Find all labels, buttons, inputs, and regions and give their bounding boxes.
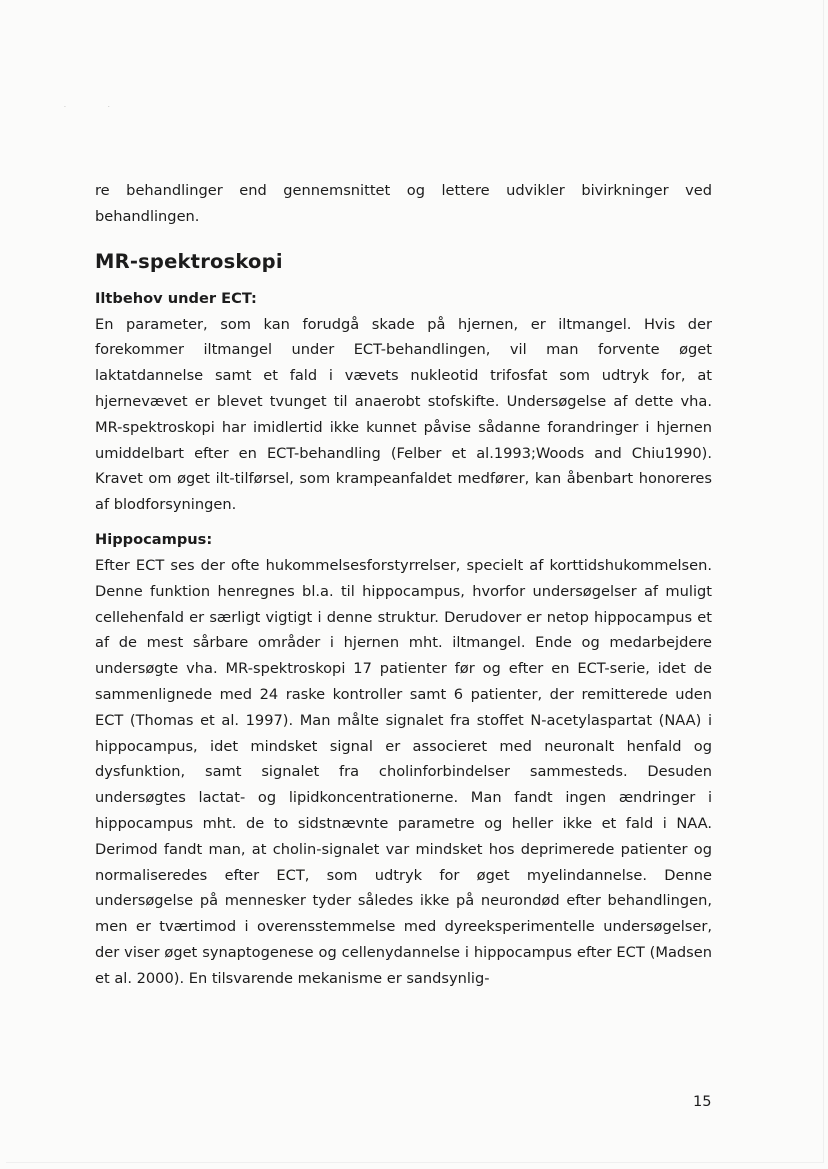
subsection-text-hippocampus: Efter ECT ses der ofte hukommelsesforstyrrelser, specielt af korttidshukommelsen. Denne funktion henregnes bl.a. til hippocampus, hvorfor undersøgelser af muligt cellehenfald er særligt vigtigt i denne struktur. Derudover er netop hippocampus et af de mest sårbare områder i hjernen mht. iltmangel. Ende og medarbejdere undersøgte vha. MR-spektroskopi 17 patienter før og efter en ECT-serie, idet de sammenlignede med 24 raske kontroller samt 6 patienter, der remitterede uden ECT (Thomas et al. 1997). Man målte signalet fra stoffet N-acetylaspartat (NAA) i hippocampus, idet mindsket signal er associeret med neuronalt henfald og dysfunktion, samt signalet fra cholinforbindelser sammesteds. Desuden undersøgtes lactat- og lipidkoncentrationerne. Man fandt ingen ændringer i hippocampus mht. de to sidstnævnte parametre og heller ikke et fald i NAA. Derimod fandt man, at cholin-signalet var mindsket hos deprimerede patienter og normaliseredes efter ECT, som udtryk for øget myelindannelse. Denne undersøgelse på mennesker tyder således ikke på neurondød efter behandlingen, men er tværtimod i overensstemmelse med dyreeksperimentelle undersøgelser, der viser øget synaptogenese og cellenydannelse i hippocampus efter ECT (Madsen et al. 2000). En tilsvarende mekanisme er sandsynlig-: [95, 556, 712, 987]
page-content: [95, 178, 712, 992]
intro-paragraph: re behandlinger end gennemsnittet og lettere udvikler bivirkninger ved behandlingen.: [95, 182, 712, 225]
subsection-heading-iltbehov: Iltbehov under ECT:: [95, 289, 257, 307]
subsection-text-iltbehov: En parameter, som kan forudgå skade på hjernen, er iltmangel. Hvis der forekommer iltmangel under ECT-behandlingen, vil man forvente øget laktatdannelse samt et fald i vævets nukleotid trifosfat som udtryk for, at hjernevævet er blevet tvunget til anaerobt stofskifte. Undersøgelse af dette vha. MR-spektroskopi har imidlertid ikke kunnet påvise sådanne forandringer i hjernen umiddelbart efter en ECT-behandling (Felber et al.1993;Woods and Chiu1990). Kravet om øget ilt-tilførsel, som krampeanfaldet medfører, kan åbenbart honoreres af blodforsyningen.: [95, 315, 712, 514]
section-heading: MR-spektroskopi: [95, 249, 283, 273]
page-number: 15: [693, 1093, 712, 1110]
scan-specks: ··: [64, 104, 152, 111]
subsection-heading-hippocampus: Hippocampus:: [95, 530, 213, 548]
